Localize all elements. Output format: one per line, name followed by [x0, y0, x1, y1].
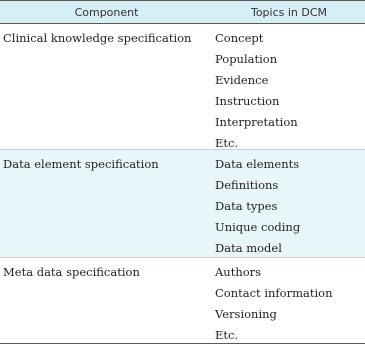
- topic-item: Data elements: [215, 157, 300, 171]
- table-header-row: [0, 0, 365, 24]
- table-row-clinical-knowledge: [0, 24, 365, 150]
- table-row-meta-data: [0, 258, 365, 344]
- component-cell: Data element specification: [3, 157, 159, 171]
- topic-item: Evidence: [215, 73, 269, 87]
- topic-item: Instruction: [215, 94, 280, 108]
- header-component: Component: [74, 5, 139, 19]
- topic-item: Definitions: [215, 178, 279, 192]
- topic-item: Data model: [215, 241, 282, 255]
- table-row-data-element: [0, 150, 365, 258]
- header-topics: Topics in DCM: [250, 5, 328, 19]
- topic-item: Interpretation: [215, 115, 298, 129]
- topic-item: Versioning: [215, 307, 277, 321]
- topic-item: Etc.: [215, 136, 239, 150]
- topic-item: Unique coding: [215, 220, 301, 234]
- component-cell: Clinical knowledge specification: [3, 31, 192, 45]
- component-cell: Meta data specification: [3, 265, 140, 279]
- topics-cell: [213, 24, 365, 149]
- topics-cell: [213, 150, 365, 257]
- topic-item: Contact information: [215, 286, 333, 300]
- topic-item: Data types: [215, 199, 278, 213]
- topic-item: Population: [215, 52, 278, 66]
- topic-item: Concept: [215, 31, 264, 45]
- topic-item: Authors: [215, 265, 262, 279]
- topics-cell: [213, 258, 365, 343]
- topic-item: Etc.: [215, 328, 239, 342]
